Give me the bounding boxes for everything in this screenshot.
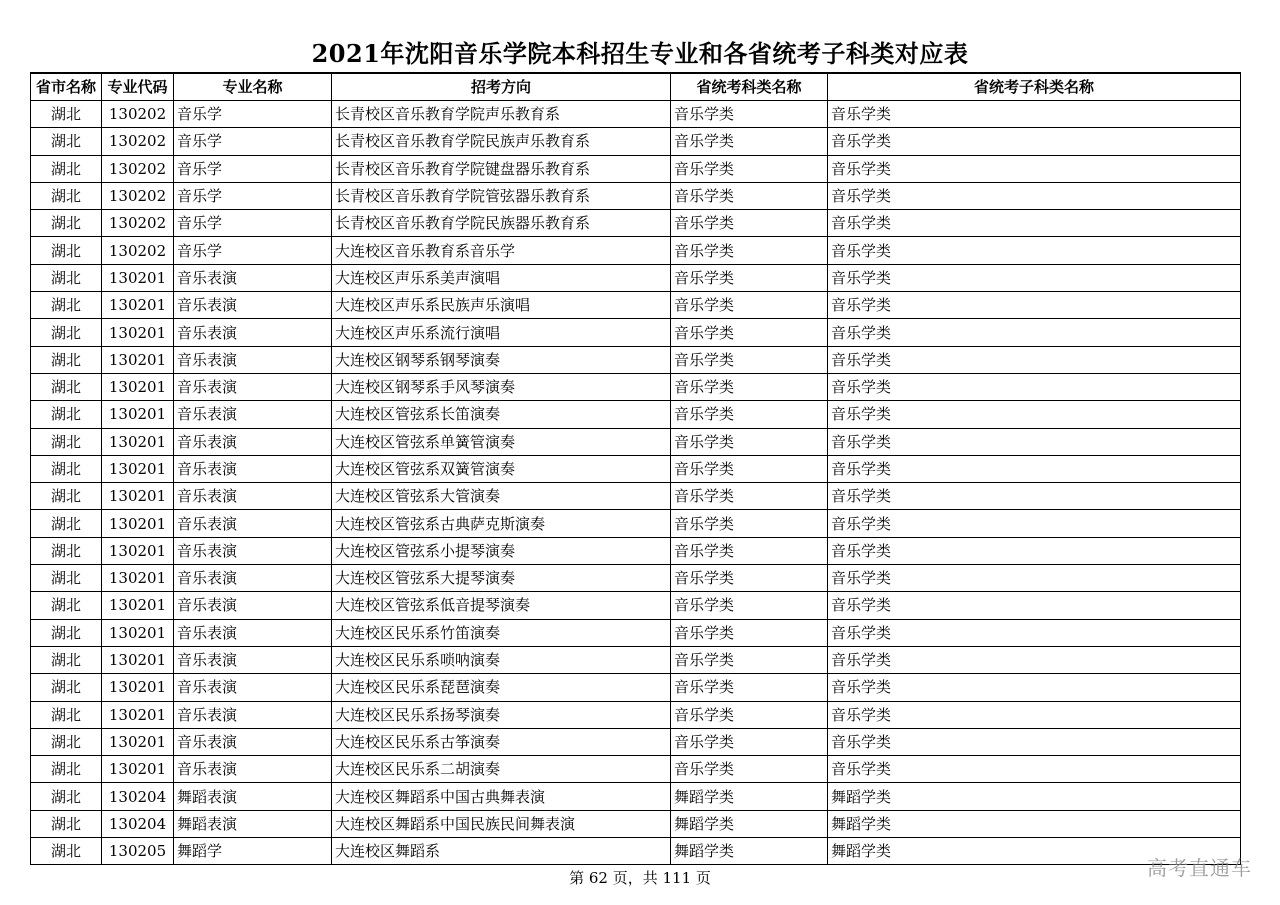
cell-subcategory: 音乐学类: [828, 373, 1241, 400]
cell-category: 音乐学类: [671, 619, 828, 646]
table-row: [31, 810, 1241, 837]
cell-major-code: 130201: [102, 455, 174, 482]
table-row: [31, 210, 1241, 237]
cell-major-code: 130201: [102, 510, 174, 537]
table-row: [31, 728, 1241, 755]
cell-subcategory: 音乐学类: [828, 210, 1241, 237]
cell-direction: 大连校区管弦系单簧管演奏: [332, 428, 671, 455]
cell-major-name: 音乐表演: [174, 346, 332, 373]
cell-major-name: 音乐表演: [174, 373, 332, 400]
cell-major-code: 130201: [102, 756, 174, 783]
cell-province: 湖北: [31, 756, 102, 783]
cell-category: 音乐学类: [671, 401, 828, 428]
cell-direction: 大连校区民乐系竹笛演奏: [332, 619, 671, 646]
cell-province: 湖北: [31, 101, 102, 128]
cell-major-name: 音乐表演: [174, 510, 332, 537]
cell-direction: 大连校区管弦系大提琴演奏: [332, 565, 671, 592]
cell-direction: 大连校区管弦系低音提琴演奏: [332, 592, 671, 619]
cell-direction: 大连校区管弦系长笛演奏: [332, 401, 671, 428]
cell-province: 湖北: [31, 565, 102, 592]
cell-subcategory: 音乐学类: [828, 237, 1241, 264]
cell-province: 湖北: [31, 182, 102, 209]
cell-category: 音乐学类: [671, 264, 828, 291]
table-row: [31, 428, 1241, 455]
cell-subcategory: 音乐学类: [828, 674, 1241, 701]
cell-direction: 大连校区管弦系古典萨克斯演奏: [332, 510, 671, 537]
cell-major-code: 130204: [102, 783, 174, 810]
col-header-subcategory: 省统考子科类名称: [828, 73, 1241, 101]
cell-subcategory: 音乐学类: [828, 619, 1241, 646]
cell-major-name: 音乐学: [174, 155, 332, 182]
cell-major-name: 音乐学: [174, 101, 332, 128]
cell-subcategory: 音乐学类: [828, 565, 1241, 592]
cell-direction: 大连校区民乐系唢呐演奏: [332, 646, 671, 673]
cell-subcategory: 舞蹈学类: [828, 838, 1241, 865]
cell-province: 湖北: [31, 510, 102, 537]
table-body: [31, 101, 1241, 865]
cell-category: 音乐学类: [671, 728, 828, 755]
cell-province: 湖北: [31, 619, 102, 646]
cell-province: 湖北: [31, 292, 102, 319]
cell-category: 音乐学类: [671, 428, 828, 455]
cell-major-code: 130202: [102, 101, 174, 128]
cell-major-name: 音乐学: [174, 182, 332, 209]
col-header-major-name: 专业名称: [174, 73, 332, 101]
cell-direction: 长青校区音乐教育学院民族器乐教育系: [332, 210, 671, 237]
cell-major-code: 130201: [102, 537, 174, 564]
cell-subcategory: 音乐学类: [828, 264, 1241, 291]
document-title: 2021年沈阳音乐学院本科招生专业和各省统考子科类对应表: [311, 39, 969, 68]
cell-major-code: 130201: [102, 674, 174, 701]
table-row: [31, 619, 1241, 646]
table-row: [31, 537, 1241, 564]
cell-major-name: 音乐表演: [174, 264, 332, 291]
cell-province: 湖北: [31, 783, 102, 810]
cell-major-name: 音乐表演: [174, 401, 332, 428]
table-row: [31, 264, 1241, 291]
cell-direction: 长青校区音乐教育学院民族声乐教育系: [332, 128, 671, 155]
table-row: [31, 292, 1241, 319]
cell-category: 音乐学类: [671, 182, 828, 209]
table-row: [31, 674, 1241, 701]
cell-major-code: 130202: [102, 237, 174, 264]
cell-direction: 大连校区声乐系民族声乐演唱: [332, 292, 671, 319]
cell-major-code: 130201: [102, 373, 174, 400]
cell-category: 音乐学类: [671, 592, 828, 619]
table-row: [31, 128, 1241, 155]
cell-major-name: 舞蹈表演: [174, 810, 332, 837]
cell-category: 音乐学类: [671, 237, 828, 264]
cell-subcategory: 音乐学类: [828, 101, 1241, 128]
cell-category: 音乐学类: [671, 565, 828, 592]
cell-subcategory: 音乐学类: [828, 483, 1241, 510]
cell-direction: 大连校区舞蹈系: [332, 838, 671, 865]
cell-province: 湖北: [31, 128, 102, 155]
cell-category: 音乐学类: [671, 101, 828, 128]
cell-province: 湖北: [31, 674, 102, 701]
cell-major-name: 音乐学: [174, 210, 332, 237]
cell-subcategory: 音乐学类: [828, 728, 1241, 755]
cell-direction: 大连校区民乐系二胡演奏: [332, 756, 671, 783]
table-row: [31, 565, 1241, 592]
cell-category: 音乐学类: [671, 674, 828, 701]
cell-major-code: 130201: [102, 319, 174, 346]
cell-category: 音乐学类: [671, 292, 828, 319]
cell-province: 湖北: [31, 264, 102, 291]
cell-subcategory: 音乐学类: [828, 756, 1241, 783]
cell-direction: 大连校区民乐系古筝演奏: [332, 728, 671, 755]
cell-major-code: 130201: [102, 728, 174, 755]
cell-province: 湖北: [31, 592, 102, 619]
cell-major-code: 130201: [102, 346, 174, 373]
cell-province: 湖北: [31, 319, 102, 346]
cell-direction: 大连校区舞蹈系中国民族民间舞表演: [332, 810, 671, 837]
table-row: [31, 373, 1241, 400]
cell-subcategory: 音乐学类: [828, 701, 1241, 728]
cell-subcategory: 音乐学类: [828, 646, 1241, 673]
cell-direction: 长青校区音乐教育学院声乐教育系: [332, 101, 671, 128]
cell-subcategory: 音乐学类: [828, 319, 1241, 346]
cell-major-name: 音乐表演: [174, 455, 332, 482]
cell-direction: 大连校区民乐系琵琶演奏: [332, 674, 671, 701]
watermark: 高考直通车: [1147, 856, 1252, 880]
cell-province: 湖北: [31, 237, 102, 264]
cell-direction: 大连校区管弦系双簧管演奏: [332, 455, 671, 482]
cell-major-name: 音乐表演: [174, 319, 332, 346]
cell-major-name: 音乐表演: [174, 537, 332, 564]
cell-major-code: 130202: [102, 210, 174, 237]
cell-major-code: 130201: [102, 428, 174, 455]
cell-major-name: 音乐表演: [174, 565, 332, 592]
cell-major-code: 130201: [102, 292, 174, 319]
table-row: [31, 455, 1241, 482]
cell-major-name: 舞蹈表演: [174, 783, 332, 810]
table-row: [31, 237, 1241, 264]
cell-major-name: 音乐表演: [174, 674, 332, 701]
cell-province: 湖北: [31, 373, 102, 400]
cell-major-name: 音乐学: [174, 237, 332, 264]
table-row: [31, 346, 1241, 373]
cell-category: 音乐学类: [671, 128, 828, 155]
cell-province: 湖北: [31, 537, 102, 564]
cell-province: 湖北: [31, 155, 102, 182]
cell-province: 湖北: [31, 838, 102, 865]
cell-province: 湖北: [31, 346, 102, 373]
cell-direction: 大连校区声乐系流行演唱: [332, 319, 671, 346]
cell-major-code: 130201: [102, 565, 174, 592]
cell-major-code: 130201: [102, 619, 174, 646]
cell-subcategory: 音乐学类: [828, 182, 1241, 209]
cell-major-code: 130201: [102, 592, 174, 619]
cell-province: 湖北: [31, 701, 102, 728]
table-row: [31, 155, 1241, 182]
cell-direction: 大连校区民乐系扬琴演奏: [332, 701, 671, 728]
cell-major-code: 130204: [102, 810, 174, 837]
cell-category: 音乐学类: [671, 701, 828, 728]
table-row: [31, 319, 1241, 346]
table-row: [31, 510, 1241, 537]
cell-direction: 大连校区钢琴系手风琴演奏: [332, 373, 671, 400]
cell-province: 湖北: [31, 810, 102, 837]
table-row: [31, 182, 1241, 209]
cell-category: 音乐学类: [671, 455, 828, 482]
cell-subcategory: 音乐学类: [828, 510, 1241, 537]
cell-province: 湖北: [31, 455, 102, 482]
table-row: [31, 646, 1241, 673]
cell-category: 音乐学类: [671, 756, 828, 783]
table-row: [31, 838, 1241, 865]
cell-major-code: 130202: [102, 182, 174, 209]
cell-category: 音乐学类: [671, 510, 828, 537]
cell-major-code: 130201: [102, 701, 174, 728]
cell-subcategory: 舞蹈学类: [828, 810, 1241, 837]
cell-subcategory: 音乐学类: [828, 537, 1241, 564]
cell-province: 湖北: [31, 483, 102, 510]
cell-direction: 长青校区音乐教育学院键盘器乐教育系: [332, 155, 671, 182]
cell-major-code: 130202: [102, 128, 174, 155]
page-number: 第 62 页，共 111 页: [569, 869, 711, 887]
cell-major-name: 音乐表演: [174, 619, 332, 646]
cell-major-name: 舞蹈学: [174, 838, 332, 865]
cell-category: 舞蹈学类: [671, 810, 828, 837]
cell-major-code: 130202: [102, 155, 174, 182]
cell-major-name: 音乐表演: [174, 292, 332, 319]
col-header-category: 省统考科类名称: [671, 73, 828, 101]
col-header-province: 省市名称: [31, 73, 102, 101]
cell-major-name: 音乐表演: [174, 592, 332, 619]
cell-direction: 大连校区声乐系美声演唱: [332, 264, 671, 291]
table-row: [31, 592, 1241, 619]
cell-category: 音乐学类: [671, 155, 828, 182]
cell-subcategory: 音乐学类: [828, 592, 1241, 619]
cell-province: 湖北: [31, 210, 102, 237]
cell-province: 湖北: [31, 401, 102, 428]
col-header-major-code: 专业代码: [102, 73, 174, 101]
header-row: [31, 73, 1241, 101]
cell-subcategory: 音乐学类: [828, 128, 1241, 155]
cell-province: 湖北: [31, 428, 102, 455]
table-row: [31, 483, 1241, 510]
cell-subcategory: 音乐学类: [828, 455, 1241, 482]
table-header: [31, 73, 1241, 101]
table-row: [31, 101, 1241, 128]
cell-major-code: 130201: [102, 264, 174, 291]
cell-direction: 大连校区钢琴系钢琴演奏: [332, 346, 671, 373]
table-row: [31, 701, 1241, 728]
cell-major-name: 音乐表演: [174, 701, 332, 728]
cell-major-name: 音乐表演: [174, 756, 332, 783]
cell-direction: 大连校区舞蹈系中国古典舞表演: [332, 783, 671, 810]
table-row: [31, 783, 1241, 810]
cell-direction: 大连校区管弦系小提琴演奏: [332, 537, 671, 564]
cell-major-code: 130201: [102, 483, 174, 510]
cell-category: 舞蹈学类: [671, 838, 828, 865]
cell-major-name: 音乐表演: [174, 483, 332, 510]
cell-category: 音乐学类: [671, 346, 828, 373]
cell-subcategory: 音乐学类: [828, 346, 1241, 373]
cell-province: 湖北: [31, 646, 102, 673]
cell-direction: 大连校区管弦系大管演奏: [332, 483, 671, 510]
cell-subcategory: 音乐学类: [828, 292, 1241, 319]
cell-subcategory: 音乐学类: [828, 401, 1241, 428]
cell-category: 音乐学类: [671, 646, 828, 673]
cell-major-name: 音乐表演: [174, 646, 332, 673]
cell-major-code: 130201: [102, 401, 174, 428]
cell-major-code: 130205: [102, 838, 174, 865]
col-header-direction: 招考方向: [332, 73, 671, 101]
cell-major-code: 130201: [102, 646, 174, 673]
cell-major-name: 音乐学: [174, 128, 332, 155]
cell-subcategory: 音乐学类: [828, 428, 1241, 455]
cell-category: 舞蹈学类: [671, 783, 828, 810]
major-mapping-table: [30, 72, 1241, 865]
cell-category: 音乐学类: [671, 537, 828, 564]
cell-category: 音乐学类: [671, 210, 828, 237]
cell-direction: 长青校区音乐教育学院管弦器乐教育系: [332, 182, 671, 209]
cell-category: 音乐学类: [671, 373, 828, 400]
table-row: [31, 401, 1241, 428]
cell-major-name: 音乐表演: [174, 428, 332, 455]
cell-subcategory: 舞蹈学类: [828, 783, 1241, 810]
cell-direction: 大连校区音乐教育系音乐学: [332, 237, 671, 264]
cell-category: 音乐学类: [671, 483, 828, 510]
table-row: [31, 756, 1241, 783]
cell-province: 湖北: [31, 728, 102, 755]
cell-major-name: 音乐表演: [174, 728, 332, 755]
cell-subcategory: 音乐学类: [828, 155, 1241, 182]
cell-category: 音乐学类: [671, 319, 828, 346]
